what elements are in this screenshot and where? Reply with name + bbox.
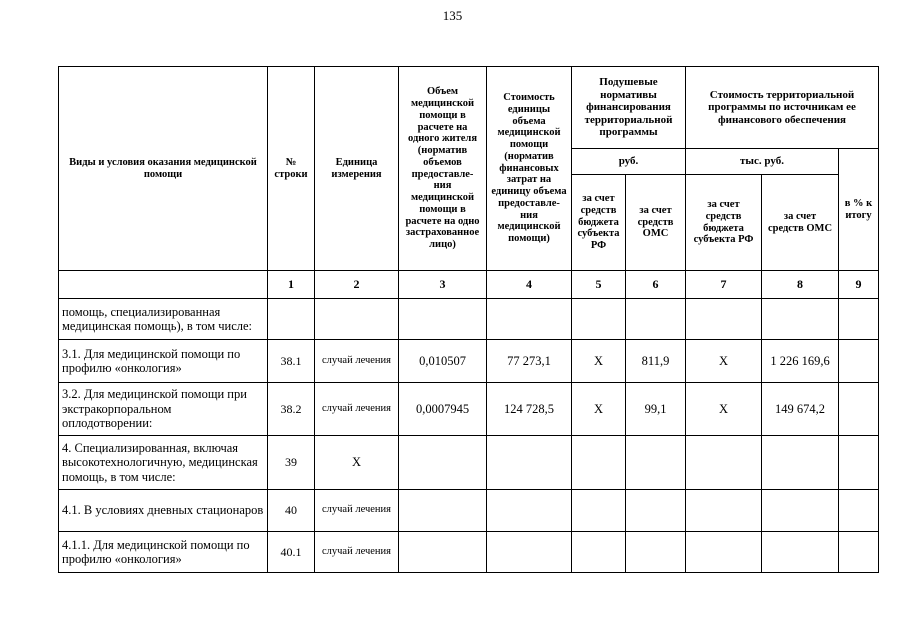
row-c6 bbox=[626, 532, 686, 573]
table-row bbox=[59, 490, 879, 532]
row-c9 bbox=[839, 299, 879, 340]
row-cost bbox=[487, 490, 572, 532]
row-c5: Х bbox=[572, 340, 626, 383]
row-c8 bbox=[762, 532, 839, 573]
table-row bbox=[59, 532, 879, 573]
row-c9 bbox=[839, 532, 879, 573]
column-number: 2 bbox=[315, 271, 399, 299]
column-number bbox=[59, 271, 268, 299]
row-c7 bbox=[686, 532, 762, 573]
row-c8: 149 674,2 bbox=[762, 383, 839, 436]
row-unit bbox=[315, 299, 399, 340]
row-c8 bbox=[762, 436, 839, 490]
row-cost: 124 728,5 bbox=[487, 383, 572, 436]
row-unit: случай лечения bbox=[315, 340, 399, 383]
row-c9 bbox=[839, 436, 879, 490]
row-c9 bbox=[839, 383, 879, 436]
row-c7 bbox=[686, 299, 762, 340]
row-volume bbox=[399, 436, 487, 490]
row-c7 bbox=[686, 490, 762, 532]
header-per-capita: Подушевые нормативы финансирования территориальной программы bbox=[572, 67, 686, 149]
row-cost bbox=[487, 299, 572, 340]
column-number: 8 bbox=[762, 271, 839, 299]
row-label: 4.1.1. Для медицинской помощи по профилю «онкология» bbox=[59, 532, 268, 573]
row-c7: Х bbox=[686, 340, 762, 383]
row-unit: случай лечения bbox=[315, 490, 399, 532]
row-c6: 99,1 bbox=[626, 383, 686, 436]
header-cost-sources: Стоимость территориальной программы по источникам ее финансового обеспечения bbox=[686, 67, 879, 149]
row-c5 bbox=[572, 299, 626, 340]
column-number: 4 bbox=[487, 271, 572, 299]
row-c6 bbox=[626, 490, 686, 532]
header-percent: в % к итогу bbox=[839, 149, 879, 271]
row-c7 bbox=[686, 436, 762, 490]
header-cost: Стоимость единицы объема медицинской помощи (норматив финансовых затрат на единицу объема предоставле- ния медицинской помощи) bbox=[487, 67, 572, 271]
row-cost: 77 273,1 bbox=[487, 340, 572, 383]
header-oms: за счет средств ОМС bbox=[626, 175, 686, 271]
row-label: 3.2. Для медицинской помощи при экстракорпоральном оплодотворении: bbox=[59, 383, 268, 436]
row-c6 bbox=[626, 299, 686, 340]
row-c8 bbox=[762, 490, 839, 532]
header-unit: Единица измерения bbox=[315, 67, 399, 271]
row-volume: 0,010507 bbox=[399, 340, 487, 383]
row-c8 bbox=[762, 299, 839, 340]
row-c7: Х bbox=[686, 383, 762, 436]
row-volume bbox=[399, 532, 487, 573]
row-number: 39 bbox=[268, 436, 315, 490]
row-volume bbox=[399, 490, 487, 532]
row-c5 bbox=[572, 532, 626, 573]
column-number: 1 bbox=[268, 271, 315, 299]
table-row bbox=[59, 383, 879, 436]
row-cost bbox=[487, 436, 572, 490]
column-number-row bbox=[59, 271, 879, 299]
row-label: 4. Специализированная, включая высокотехнологичную, медицинская помощь, в том числе: bbox=[59, 436, 268, 490]
header-kind: Виды и условия оказания медицинской помощи bbox=[59, 67, 268, 271]
row-number: 40 bbox=[268, 490, 315, 532]
header-oms-thousand: за счет средств ОМС bbox=[762, 175, 839, 271]
header-volume: Объем медицинской помощи в расчете на одного жителя (норматив объемов предоставле- ния медицинской помощи в расчете на одно застрахованное лицо) bbox=[399, 67, 487, 271]
header-row-no: № строки bbox=[268, 67, 315, 271]
table-row bbox=[59, 299, 879, 340]
column-number: 7 bbox=[686, 271, 762, 299]
row-c8: 1 226 169,6 bbox=[762, 340, 839, 383]
row-unit: случай лечения bbox=[315, 532, 399, 573]
row-c6: 811,9 bbox=[626, 340, 686, 383]
header-unit-rub: руб. bbox=[572, 149, 686, 175]
row-c9 bbox=[839, 340, 879, 383]
row-cost bbox=[487, 532, 572, 573]
row-number: 38.2 bbox=[268, 383, 315, 436]
financing-table bbox=[58, 66, 879, 573]
row-label: 4.1. В условиях дневных стационаров bbox=[59, 490, 268, 532]
row-unit: случай лечения bbox=[315, 383, 399, 436]
row-c5: Х bbox=[572, 383, 626, 436]
row-c6 bbox=[626, 436, 686, 490]
table-row bbox=[59, 340, 879, 383]
header-budget-rf-thousand: за счет средств бюджета субъекта РФ bbox=[686, 175, 762, 271]
header-unit-thousand-rub: тыс. руб. bbox=[686, 149, 839, 175]
row-c9 bbox=[839, 490, 879, 532]
row-volume bbox=[399, 299, 487, 340]
row-c5 bbox=[572, 436, 626, 490]
row-label: 3.1. Для медицинской помощи по профилю «онкология» bbox=[59, 340, 268, 383]
column-number: 9 bbox=[839, 271, 879, 299]
row-label: помощь, специализированная медицинская помощь), в том числе: bbox=[59, 299, 268, 340]
row-unit: Х bbox=[315, 436, 399, 490]
column-number: 3 bbox=[399, 271, 487, 299]
header-budget-rf: за счет средств бюджета субъекта РФ bbox=[572, 175, 626, 271]
column-number: 6 bbox=[626, 271, 686, 299]
page-number: 135 bbox=[442, 8, 463, 23]
row-number: 40.1 bbox=[268, 532, 315, 573]
column-number: 5 bbox=[572, 271, 626, 299]
row-number: 38.1 bbox=[268, 340, 315, 383]
row-volume: 0,0007945 bbox=[399, 383, 487, 436]
table-row bbox=[59, 436, 879, 490]
row-c5 bbox=[572, 490, 626, 532]
row-number bbox=[268, 299, 315, 340]
